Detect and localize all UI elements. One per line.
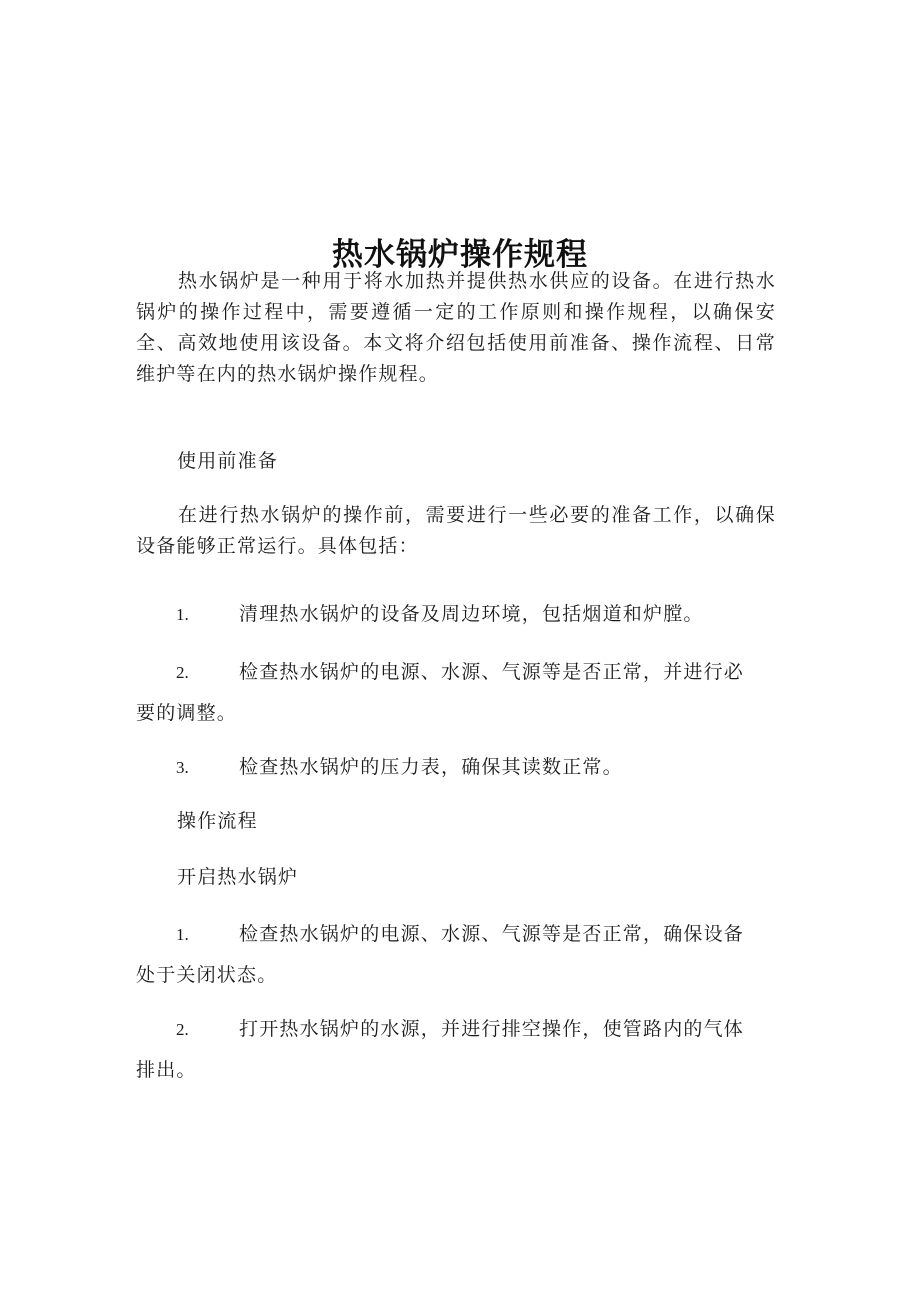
document-title: 热水锅炉操作规程: [332, 236, 588, 273]
section-heading-ops: 操作流程: [177, 810, 258, 832]
prep-list-item: [136, 652, 748, 733]
ops-list-item: [136, 914, 748, 995]
subsection-heading-start: 开启热水锅炉: [177, 866, 299, 888]
prep-list-item: [136, 747, 748, 788]
list-number: 1.: [176, 605, 189, 624]
list-item-text: 检查热水锅炉的电源、水源、气源等是否正常，确保设备处于关闭状态。: [136, 923, 745, 986]
ops-list-item: [136, 1009, 748, 1090]
list-number: 2.: [176, 663, 189, 682]
list-item-text: 检查热水锅炉的电源、水源、气源等是否正常，并进行必要的调整。: [136, 661, 745, 724]
prep-list-item: [136, 594, 748, 635]
list-item-text: 打开热水锅炉的水源，并进行排空操作，使管路内的气体排出。: [136, 1018, 745, 1081]
list-item-text: 清理热水锅炉的设备及周边环境，包括烟道和炉膛。: [239, 603, 704, 625]
list-number: 1.: [176, 925, 189, 944]
prep-paragraph: 在进行热水锅炉的操作前，需要进行一些必要的准备工作，以确保设备能够正常运行。具体包括：: [136, 504, 776, 557]
list-number: 3.: [176, 758, 189, 777]
section-heading-prep: 使用前准备: [177, 450, 279, 472]
list-number: 2.: [176, 1020, 189, 1039]
intro-paragraph: 热水锅炉是一种用于将水加热并提供热水供应的设备。在进行热水锅炉的操作过程中，需要遵循一定的工作原则和操作规程，以确保安全、高效地使用该设备。本文将介绍包括使用前准备、操作流程、日常维护等在内的热水锅炉操作规程。: [136, 270, 776, 385]
list-item-text: 检查热水锅炉的压力表，确保其读数正常。: [239, 756, 623, 778]
